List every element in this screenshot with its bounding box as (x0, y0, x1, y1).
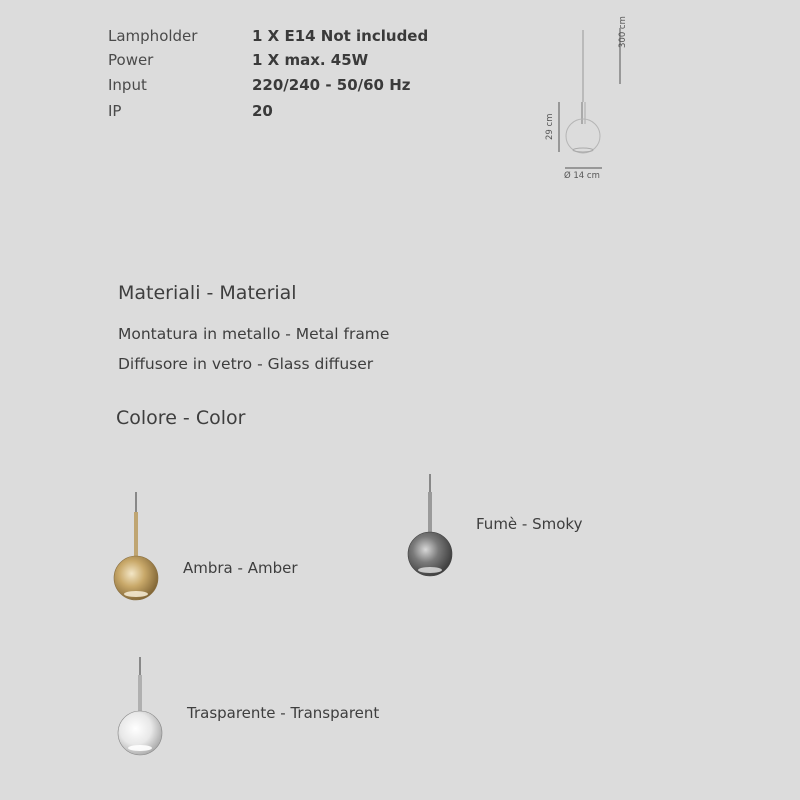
color-label-smoky: Fumè - Smoky (476, 515, 583, 533)
diameter-label: Ø 14 cm (564, 171, 600, 181)
pendant-outline-icon (530, 20, 650, 180)
material-item-diffuser: Diffusore in vetro - Glass diffuser (118, 355, 374, 373)
smoky-lamp-icon (400, 472, 460, 592)
cable-length-label: 300 cm (618, 16, 628, 48)
spec-value-power: 1 X max. 45W (252, 51, 369, 69)
spec-label-input: Input (108, 76, 147, 94)
spec-label-ip: IP (108, 102, 122, 120)
material-item-frame: Montatura in metallo - Metal frame (118, 325, 390, 343)
transparent-lamp-icon (110, 655, 170, 775)
spec-label-lampholder: Lampholder (108, 27, 198, 45)
spec-label-power: Power (108, 51, 154, 69)
color-label-amber: Ambra - Amber (183, 559, 298, 577)
spec-value-lampholder: 1 X E14 Not included (252, 27, 429, 45)
materials-title: Materiali - Material (118, 282, 297, 304)
color-label-transparent: Trasparente - Transparent (187, 704, 380, 722)
spec-value-ip: 20 (252, 102, 273, 120)
height-label: 29 cm (545, 113, 555, 140)
amber-lamp-icon (106, 490, 166, 610)
colors-title: Colore - Color (116, 407, 246, 429)
spec-value-input: 220/240 - 50/60 Hz (252, 76, 411, 94)
